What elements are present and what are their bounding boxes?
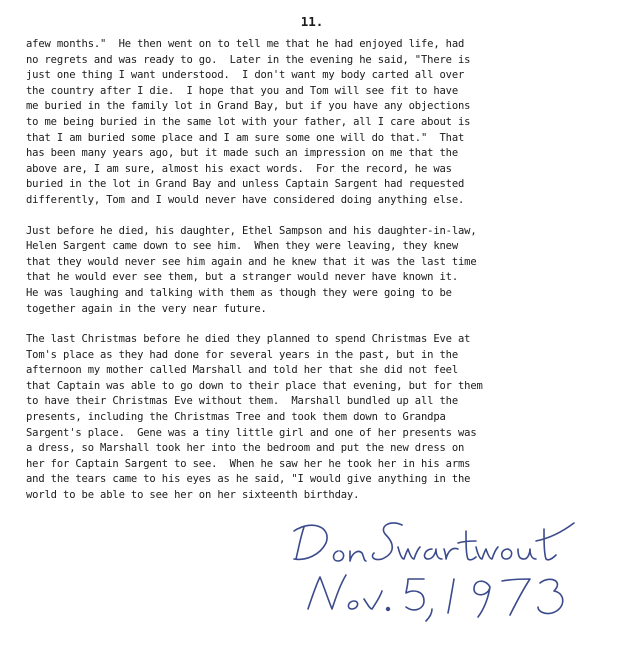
signature-stroke: [544, 529, 556, 560]
text-line: to me being buried in the same lot with your father, all I care about is: [26, 115, 471, 128]
text-line: presents, including the Christmas Tree and took them down to Grandpa: [26, 411, 446, 424]
text-line: buried in the lot in Grand Bay and unless Captain Sargent had requested: [26, 178, 465, 191]
signature-stroke: [348, 601, 357, 609]
text-line: just one thing I want understood. I don't want my body carted all over: [26, 69, 465, 82]
text-line: to have their Christmas Eve without them. Marshall bundled up all the: [26, 395, 459, 408]
text-line: that they would never see him again and he knew that it was the last time: [26, 255, 477, 268]
signature-stroke: [538, 579, 563, 613]
text-line: her for Captain Sargent to see. When he saw her he took her in his arms: [26, 457, 471, 470]
text-line: world to be able to see her on her sixteenth birthday.: [26, 489, 360, 502]
signature-stroke: [458, 541, 476, 543]
text-line: afew months." He then went on to tell me that he had enjoyed life, had: [26, 38, 465, 50]
signature-stroke: [474, 581, 490, 617]
signature-stroke: [425, 549, 442, 559]
text-line: The last Christmas before he died they planned to spend Christmas Eve at: [26, 333, 471, 346]
page-number: 11.: [300, 14, 324, 29]
signature-stroke: [406, 579, 424, 610]
signature-stroke: [426, 609, 432, 621]
signature-dot: [387, 608, 390, 611]
text-line: He was laughing and talking with them as though they were going to be: [26, 286, 452, 299]
text-line: above are, I am sure, almost his exact words. For the record, he was: [26, 162, 452, 175]
text-line: a dress, so Marshall took her into the bedroom and put the new dress on: [26, 442, 465, 455]
text-line: Sargent's place. Gene was a tiny little girl and one of her presents was: [26, 426, 477, 439]
signature-stroke: [334, 551, 344, 561]
signature-stroke: [466, 531, 476, 560]
text-line: Just before he died, his daughter, Ethel Sampson and his daughter-in-law,: [26, 224, 477, 237]
text-line: together again in the very near future.: [26, 302, 267, 315]
signature-stroke: [536, 523, 574, 541]
signature-stroke: [372, 523, 402, 560]
text-line: the country after I die. I hope that you and Tom will see fit to have: [26, 84, 459, 97]
signature-stroke: [502, 579, 530, 615]
signature-stroke: [502, 549, 512, 559]
letter-body: [26, 37, 606, 519]
text-line: that he would ever see them, but a stranger would never have known it.: [26, 271, 459, 284]
signature-stroke: [308, 575, 346, 609]
text-line: me buried in the family lot in Grand Bay, but if you have any objections: [26, 100, 471, 113]
signature-stroke: [296, 527, 304, 559]
text-line: no regrets and was ready to go. Later in the evening he said, "There is: [26, 53, 471, 66]
paragraph-1: [26, 37, 606, 209]
paragraph-2: [26, 224, 606, 318]
text-line: afternoon my mother called Marshall and told her that she did not feel: [26, 364, 459, 377]
signature-stroke: [476, 547, 498, 559]
paragraph-3: [26, 332, 606, 504]
text-line: that Captain was able to go down to their place that evening, but for them: [26, 379, 483, 392]
signature-stroke: [398, 547, 420, 559]
text-line: differently, Tom and I would never have considered doing anything else.: [26, 193, 465, 206]
handwritten-signature: [290, 505, 590, 625]
signature-stroke: [448, 579, 454, 613]
signature-stroke: [364, 591, 382, 609]
text-line: that I am buried some place and I am sure some one will do that." That: [26, 131, 465, 144]
signature-stroke: [444, 548, 458, 559]
signature-stroke: [294, 525, 327, 559]
signature-stroke: [350, 551, 366, 561]
text-line: Helen Sargent came down to see him. When they were leaving, they knew: [26, 240, 459, 253]
text-line: and the tears came to his eyes as he said, "I would give anything in the: [26, 473, 471, 486]
signature-stroke: [518, 549, 536, 559]
text-line: Tom's place as they had done for several years in the past, but in the: [26, 348, 459, 361]
text-line: has been many years ago, but it made such an impression on me that the: [26, 147, 459, 160]
